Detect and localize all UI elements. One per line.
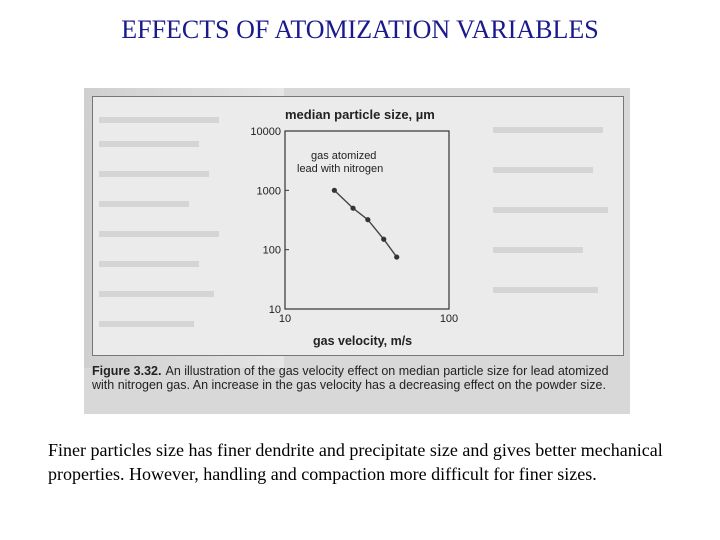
series-points — [332, 188, 400, 260]
x-axis-label: gas velocity, m/s — [313, 334, 413, 348]
figure-caption — [92, 364, 626, 392]
series-line — [334, 190, 396, 257]
data-point — [381, 237, 386, 242]
y-tick-label: 10 — [268, 304, 281, 316]
chart-annotation-line-2: lead with nitrogen — [297, 163, 384, 175]
figure-frame — [92, 96, 624, 356]
body-paragraph: Finer particles size has finer dendrite and precipitate size and gives better mechanical properties. However, handling and compaction more difficult for finer sizes. — [48, 440, 663, 484]
chart-annotation-line-1: gas atomized — [311, 150, 377, 162]
chart-title: median particle size, µm — [285, 107, 435, 122]
figure-label: Figure 3.32. — [92, 364, 162, 378]
y-tick-label: 100 — [262, 244, 281, 257]
chart — [93, 97, 623, 355]
scanned-figure — [84, 88, 630, 414]
slide-title: EFFECTS OF ATOMIZATION VARIABLES — [121, 15, 599, 44]
caption-text: An illustration of the gas velocity effect on median particle size for lead atomized with nitrogen gas. An increase in the gas velocity has a decreasing effect on the powder size. — [92, 364, 609, 392]
data-point — [394, 254, 399, 259]
y-tick-label: 10000 — [250, 126, 281, 138]
y-tick-label: 1000 — [256, 185, 281, 198]
x-axis-ticks — [279, 305, 458, 325]
x-tick-label: 100 — [439, 313, 459, 325]
data-point — [350, 206, 355, 211]
data-point — [365, 217, 370, 222]
data-point — [332, 188, 337, 193]
x-tick-label: 10 — [278, 313, 292, 325]
y-axis-ticks — [250, 126, 289, 316]
